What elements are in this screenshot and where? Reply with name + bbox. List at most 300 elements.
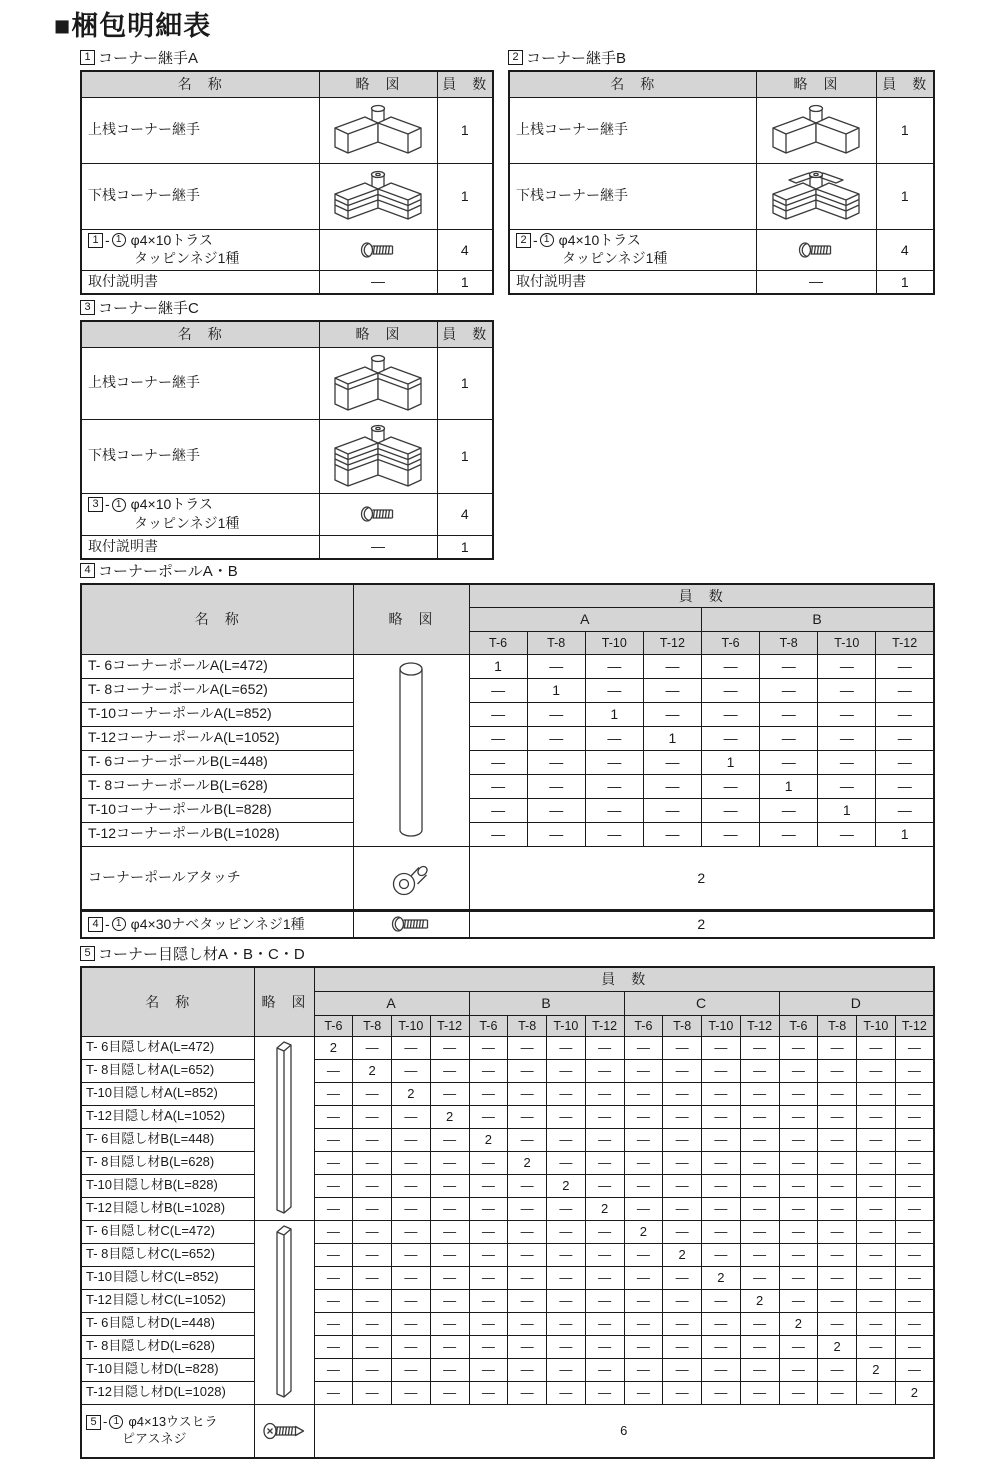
qty-cell: 1 xyxy=(585,702,643,726)
qty-cell: — xyxy=(624,1197,663,1220)
qty-cell: — xyxy=(508,1174,547,1197)
qty-cell: — xyxy=(508,1358,547,1381)
size-header: T-6 xyxy=(314,1015,353,1036)
qty-cell: — xyxy=(508,1335,547,1358)
sketch-cell xyxy=(319,419,437,493)
qty-cell: — xyxy=(469,798,527,822)
qty-cell: — xyxy=(857,1105,896,1128)
caption-box-number: 5 xyxy=(80,946,95,961)
caption-text: コーナー目隠し材A・B・C・D xyxy=(98,945,305,963)
item-name-cell: T-12目隠し材A(L=1052) xyxy=(81,1105,254,1128)
qty-cell: 1 xyxy=(876,97,934,163)
qty-cell: — xyxy=(779,1358,818,1381)
qty-cell: — xyxy=(314,1335,353,1358)
qty-cell: — xyxy=(585,1358,624,1381)
table-row xyxy=(81,678,934,702)
qty-cell: — xyxy=(585,1312,624,1335)
qty-cell: — xyxy=(779,1082,818,1105)
qty-cell: — xyxy=(779,1105,818,1128)
qty-cell: — xyxy=(740,1197,779,1220)
item-name-cell: T- 6目隠し材D(L=448) xyxy=(81,1312,254,1335)
qty-cell: — xyxy=(760,654,818,678)
sketch-cell xyxy=(756,270,876,294)
qty-cell: — xyxy=(876,774,934,798)
qty-cell: — xyxy=(702,822,760,846)
qty-cell: — xyxy=(876,654,934,678)
qty-cell: — xyxy=(430,1381,469,1404)
qty-cell: — xyxy=(527,774,585,798)
qty-cell: — xyxy=(702,1381,741,1404)
qty-cell: — xyxy=(740,1174,779,1197)
table1-caption xyxy=(80,46,494,68)
qty-cell: — xyxy=(624,1059,663,1082)
qty-cell: — xyxy=(314,1266,353,1289)
qty-cell: — xyxy=(643,774,701,798)
table-row xyxy=(81,1289,934,1312)
size-header: T-12 xyxy=(643,631,701,654)
item-name-cell: T- 6コーナーポールB(L=448) xyxy=(81,750,353,774)
qty-cell: — xyxy=(857,1220,896,1243)
section-corner-joint-b xyxy=(508,46,935,295)
qty-cell: — xyxy=(527,798,585,822)
qty-cell: — xyxy=(624,1151,663,1174)
qty-cell: — xyxy=(663,1335,702,1358)
qty-cell: — xyxy=(818,1151,857,1174)
qty-cell: — xyxy=(469,1358,508,1381)
col-header-sketch: 略 図 xyxy=(353,584,469,654)
qty-cell: 2 xyxy=(314,1036,353,1059)
sketch-cell xyxy=(353,654,469,846)
section-corner-joint-c xyxy=(80,296,494,560)
box-number: 3 xyxy=(88,497,103,512)
qty-cell: — xyxy=(392,1197,431,1220)
qty-cell: — xyxy=(585,1335,624,1358)
qty-cell: — xyxy=(353,1220,392,1243)
qty-cell: — xyxy=(663,1036,702,1059)
item-name-cell: T-12目隠し材D(L=1028) xyxy=(81,1381,254,1404)
qty-cell: — xyxy=(585,750,643,774)
item-name-cell: 上桟コーナー継手 xyxy=(509,97,756,163)
qty-cell: 2 xyxy=(508,1151,547,1174)
sketch-cell xyxy=(254,1220,314,1404)
item-name-cell: T- 8目隠し材C(L=652) xyxy=(81,1243,254,1266)
section-corner-pole xyxy=(80,559,935,939)
table-row xyxy=(81,910,934,938)
qty-cell: — xyxy=(508,1036,547,1059)
table-row xyxy=(81,1059,934,1082)
qty-cell: — xyxy=(547,1312,586,1335)
screw-label-text: φ4×30ナベタッピンネジ1種 xyxy=(130,915,305,932)
table-row xyxy=(81,846,934,910)
table-row xyxy=(81,1036,934,1059)
qty-cell: — xyxy=(527,750,585,774)
qty-cell: — xyxy=(508,1381,547,1404)
qty-cell: — xyxy=(585,1036,624,1059)
sketch-cell xyxy=(319,493,437,535)
corner-joint-lower-icon xyxy=(331,422,425,491)
item-name-cell: T- 6目隠し材B(L=448) xyxy=(81,1128,254,1151)
qty-cell: 4 xyxy=(437,493,493,535)
qty-cell: — xyxy=(527,822,585,846)
screw-item-label: 2 - 1 φ4×10トラス タッピンネジ1種 xyxy=(516,232,753,268)
qty-cell: — xyxy=(469,822,527,846)
qty-cell: 2 xyxy=(663,1243,702,1266)
qty-cell: — xyxy=(508,1128,547,1151)
col-header-name: 名 称 xyxy=(81,71,319,97)
qty-cell: — xyxy=(314,1243,353,1266)
col-header-name: 名 称 xyxy=(81,967,254,1036)
item-name-cell: T-10コーナーポールB(L=828) xyxy=(81,798,353,822)
qty-cell: 1 xyxy=(437,270,493,294)
item-name-cell: 下桟コーナー継手 xyxy=(81,163,319,229)
circled-number: 1 xyxy=(540,233,554,247)
size-header: T-12 xyxy=(430,1015,469,1036)
qty-cell: — xyxy=(527,654,585,678)
screw-item-label: 3 - 1 φ4×10トラス タッピンネジ1種 xyxy=(88,496,316,532)
sketch-cell xyxy=(319,163,437,229)
item-name-cell: T- 8目隠し材B(L=628) xyxy=(81,1151,254,1174)
qty-cell: — xyxy=(585,1289,624,1312)
qty-cell: — xyxy=(779,1289,818,1312)
caption-text: コーナー継手B xyxy=(526,49,627,67)
qty-cell: — xyxy=(430,1220,469,1243)
pias-screw-icon xyxy=(263,1422,306,1440)
qty-cell: — xyxy=(663,1266,702,1289)
table2-caption xyxy=(508,46,935,68)
header-row xyxy=(81,584,934,607)
truss-tapping-screw-icon xyxy=(360,241,396,259)
qty-cell: — xyxy=(643,654,701,678)
qty-cell: — xyxy=(624,1128,663,1151)
qty-cell: — xyxy=(895,1059,934,1082)
qty-cell: — xyxy=(818,678,876,702)
caption-box-number: 4 xyxy=(80,563,95,578)
qty-cell: — xyxy=(469,1197,508,1220)
screw-item-label: 4 - 1 φ4×30ナベタッピンネジ1種 xyxy=(88,916,350,934)
qty-cell: — xyxy=(779,1243,818,1266)
qty-cell: — xyxy=(779,1266,818,1289)
table-row xyxy=(81,1381,934,1404)
caption-text: コーナー継手A xyxy=(98,49,199,67)
qty-cell: — xyxy=(876,678,934,702)
qty-cell: 1 xyxy=(437,163,493,229)
qty-cell: 1 xyxy=(527,678,585,702)
qty-cell: — xyxy=(740,1128,779,1151)
size-header: T-8 xyxy=(508,1015,547,1036)
qty-cell: — xyxy=(430,1082,469,1105)
qty-cell: — xyxy=(430,1266,469,1289)
item-name-cell xyxy=(509,229,756,270)
qty-cell: — xyxy=(353,1312,392,1335)
qty-cell: — xyxy=(663,1289,702,1312)
corner-joint-b-table xyxy=(508,70,935,295)
qty-cell: — xyxy=(818,1105,857,1128)
col-header-qty: 員 数 xyxy=(437,321,493,347)
table-row xyxy=(509,270,934,294)
qty-cell: — xyxy=(585,654,643,678)
qty-cell: — xyxy=(392,1059,431,1082)
qty-cell: — xyxy=(547,1151,586,1174)
sketch-cell xyxy=(756,229,876,270)
qty-cell: — xyxy=(876,702,934,726)
qty-cell: — xyxy=(740,1381,779,1404)
header-row xyxy=(81,71,493,97)
screw-label-text2: ピアスネジ xyxy=(122,1431,187,1447)
screw-label-text: φ4×10トラス xyxy=(130,231,213,248)
sketch-cell xyxy=(319,270,437,294)
qty-cell: — xyxy=(702,1243,741,1266)
qty-cell: — xyxy=(585,726,643,750)
qty-cell: — xyxy=(585,1266,624,1289)
col-header-name: 名 称 xyxy=(81,584,353,654)
group-header-c: C xyxy=(624,991,779,1015)
qty-cell: — xyxy=(740,1266,779,1289)
table-row xyxy=(81,1128,934,1151)
size-header: T-6 xyxy=(702,631,760,654)
qty-cell: 2 xyxy=(702,1266,741,1289)
qty-cell: — xyxy=(314,1312,353,1335)
qty-cell: — xyxy=(508,1105,547,1128)
table-row xyxy=(81,1335,934,1358)
qty-cell: — xyxy=(857,1266,896,1289)
qty-cell: 2 xyxy=(857,1358,896,1381)
qty-cell: — xyxy=(818,1174,857,1197)
qty-cell: — xyxy=(895,1174,934,1197)
qty-cell: — xyxy=(663,1381,702,1404)
table-row xyxy=(81,1082,934,1105)
qty-cell: 1 xyxy=(876,270,934,294)
qty-cell: 2 xyxy=(430,1105,469,1128)
screw-label-text: φ4×13ウスヒラ xyxy=(128,1414,218,1429)
item-name-cell: T- 6目隠し材C(L=472) xyxy=(81,1220,254,1243)
qty-cell: — xyxy=(585,1082,624,1105)
qty-cell: — xyxy=(740,1151,779,1174)
qty-cell: — xyxy=(624,1289,663,1312)
qty-cell: — xyxy=(314,1174,353,1197)
qty-cell: — xyxy=(702,654,760,678)
table-row xyxy=(81,347,493,419)
qty-cell: — xyxy=(818,726,876,750)
qty-cell: — xyxy=(585,1128,624,1151)
qty-cell: — xyxy=(469,1220,508,1243)
qty-cell: 1 xyxy=(437,535,493,559)
table-row xyxy=(509,163,934,229)
qty-cell: — xyxy=(895,1128,934,1151)
qty-cell: — xyxy=(818,1266,857,1289)
sketch-cell xyxy=(319,347,437,419)
qty-cell: — xyxy=(392,1105,431,1128)
qty-cell: — xyxy=(430,1059,469,1082)
qty-cell: — xyxy=(857,1151,896,1174)
page-title: ■梱包明細表 xyxy=(54,11,212,41)
size-header: T-6 xyxy=(779,1015,818,1036)
size-header: T-10 xyxy=(547,1015,586,1036)
qty-cell: — xyxy=(624,1174,663,1197)
qty-cell: — xyxy=(663,1082,702,1105)
item-name-cell: T-10目隠し材D(L=828) xyxy=(81,1358,254,1381)
box-number: 2 xyxy=(516,233,531,248)
qty-cell: — xyxy=(702,1082,741,1105)
table-row xyxy=(81,1105,934,1128)
qty-cell: — xyxy=(392,1335,431,1358)
qty-cell: — xyxy=(314,1381,353,1404)
qty-cell: — xyxy=(353,1036,392,1059)
item-name-cell: T-10目隠し材C(L=852) xyxy=(81,1266,254,1289)
qty-cell: — xyxy=(547,1082,586,1105)
qty-cell: — xyxy=(779,1128,818,1151)
qty-cell: — xyxy=(702,774,760,798)
qty-cell: — xyxy=(508,1220,547,1243)
qty-cell: — xyxy=(702,1174,741,1197)
qty-cell: — xyxy=(585,1105,624,1128)
table-row xyxy=(81,822,934,846)
item-name-cell: 取付説明書 xyxy=(81,270,319,294)
qty-cell: 2 xyxy=(585,1197,624,1220)
corner-pole-table xyxy=(80,583,935,939)
size-header: T-10 xyxy=(818,631,876,654)
item-name-cell: T-10目隠し材A(L=852) xyxy=(81,1082,254,1105)
qty-cell: — xyxy=(430,1358,469,1381)
qty-cell: — xyxy=(818,1358,857,1381)
table-row xyxy=(81,493,493,535)
qty-cell: 4 xyxy=(437,229,493,270)
qty-cell: — xyxy=(353,1381,392,1404)
qty-cell: — xyxy=(895,1266,934,1289)
qty-cell: — xyxy=(430,1243,469,1266)
caption-text: コーナーポールA・B xyxy=(98,562,238,580)
qty-cell: — xyxy=(430,1197,469,1220)
qty-cell: — xyxy=(469,726,527,750)
qty-cell: — xyxy=(469,774,527,798)
caption-box-number: 1 xyxy=(80,50,95,65)
group-header-a: A xyxy=(469,607,702,631)
table5-caption xyxy=(80,942,935,964)
size-header: T-6 xyxy=(469,631,527,654)
size-header: T-8 xyxy=(527,631,585,654)
table-row xyxy=(81,97,493,163)
size-header: T-6 xyxy=(624,1015,663,1036)
qty-cell: — xyxy=(430,1174,469,1197)
qty-cell: — xyxy=(876,798,934,822)
size-header: T-12 xyxy=(895,1015,934,1036)
qty-cell: — xyxy=(469,1174,508,1197)
qty-cell: — xyxy=(585,1151,624,1174)
corner-joint-upper-icon xyxy=(331,352,425,415)
corner-joint-cross-icon xyxy=(769,168,863,224)
item-name-cell: T-10目隠し材B(L=828) xyxy=(81,1174,254,1197)
qty-cell: — xyxy=(547,1381,586,1404)
item-name-cell: 下桟コーナー継手 xyxy=(509,163,756,229)
qty-cell: — xyxy=(818,1197,857,1220)
item-name-cell: 取付説明書 xyxy=(81,535,319,559)
qty-cell: — xyxy=(702,1151,741,1174)
item-name-cell: T- 8コーナーポールA(L=652) xyxy=(81,678,353,702)
qty-cell: — xyxy=(585,1243,624,1266)
qty-cell: — xyxy=(702,1289,741,1312)
qty-cell: — xyxy=(760,798,818,822)
qty-cell: 1 xyxy=(437,419,493,493)
qty-cell: — xyxy=(760,702,818,726)
qty-cell: — xyxy=(314,1197,353,1220)
dash-mark: — xyxy=(371,272,385,289)
qty-cell: — xyxy=(624,1335,663,1358)
qty-cell: — xyxy=(818,1082,857,1105)
qty-cell: 2 xyxy=(392,1082,431,1105)
circled-number: 1 xyxy=(112,917,126,931)
qty-cell: — xyxy=(547,1059,586,1082)
qty-cell: — xyxy=(663,1312,702,1335)
qty-cell: — xyxy=(702,1105,741,1128)
qty-cell: — xyxy=(624,1312,663,1335)
table-row xyxy=(81,419,493,493)
corner-screening-table xyxy=(80,966,935,1459)
qty-cell: — xyxy=(585,1220,624,1243)
table-row xyxy=(81,1197,934,1220)
qty-cell: — xyxy=(818,654,876,678)
size-header: T-8 xyxy=(353,1015,392,1036)
item-name-cell xyxy=(81,229,319,270)
qty-cell: — xyxy=(857,1335,896,1358)
caption-box-number: 2 xyxy=(508,50,523,65)
screw-item-label: 5 - 1 φ4×13ウスヒラ ピアスネジ xyxy=(86,1414,252,1448)
table-row xyxy=(81,702,934,726)
qty-cell: — xyxy=(857,1082,896,1105)
qty-cell: — xyxy=(702,678,760,702)
corner-pole-icon xyxy=(396,660,426,840)
sketch-cell xyxy=(254,1404,314,1458)
qty-cell: — xyxy=(547,1128,586,1151)
size-header: T-6 xyxy=(469,1015,508,1036)
pan-tapping-screw-icon xyxy=(391,915,431,933)
item-name-cell: T- 8目隠し材D(L=628) xyxy=(81,1335,254,1358)
qty-cell: — xyxy=(547,1243,586,1266)
size-header: T-12 xyxy=(740,1015,779,1036)
qty-cell: — xyxy=(663,1197,702,1220)
qty-cell: 1 xyxy=(760,774,818,798)
qty-cell: — xyxy=(643,750,701,774)
qty-cell: — xyxy=(702,726,760,750)
qty-cell: — xyxy=(779,1197,818,1220)
sketch-cell xyxy=(319,535,437,559)
qty-cell: — xyxy=(430,1289,469,1312)
qty-cell: — xyxy=(585,1381,624,1404)
qty-cell: — xyxy=(547,1197,586,1220)
qty-cell: — xyxy=(469,1335,508,1358)
table-row xyxy=(81,726,934,750)
qty-cell: — xyxy=(895,1243,934,1266)
qty-cell: — xyxy=(663,1174,702,1197)
qty-cell: 2 xyxy=(469,846,934,910)
circled-number: 1 xyxy=(112,498,126,512)
group-header-b: B xyxy=(469,991,624,1015)
qty-cell: — xyxy=(818,1059,857,1082)
item-name-cell: T-10コーナーポールA(L=852) xyxy=(81,702,353,726)
qty-cell: — xyxy=(857,1197,896,1220)
table-row xyxy=(81,163,493,229)
qty-cell: — xyxy=(702,1128,741,1151)
qty-cell: — xyxy=(469,1381,508,1404)
qty-cell: — xyxy=(585,1174,624,1197)
qty-cell: — xyxy=(740,1335,779,1358)
qty-cell: — xyxy=(353,1335,392,1358)
qty-cell: — xyxy=(392,1036,431,1059)
qty-cell: — xyxy=(818,1312,857,1335)
item-name-cell xyxy=(81,910,353,938)
col-header-qty: 員 数 xyxy=(314,967,934,991)
qty-cell: 1 xyxy=(702,750,760,774)
qty-cell: — xyxy=(508,1059,547,1082)
table-row xyxy=(81,1358,934,1381)
